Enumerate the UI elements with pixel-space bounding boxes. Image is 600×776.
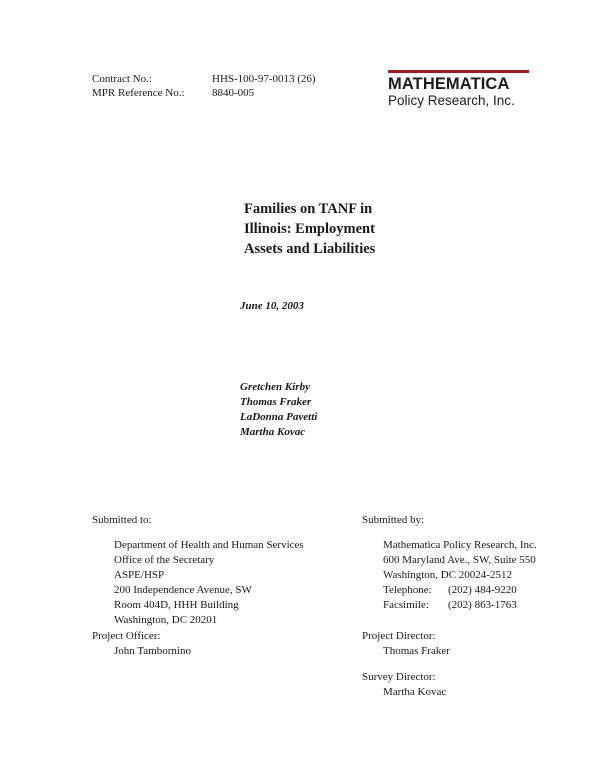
author-name: LaDonna Pavetti [240, 411, 318, 423]
address-line: Washington, DC 20024-2512 [383, 569, 512, 581]
address-line: ASPE/HSP [114, 569, 165, 581]
report-date: June 10, 2003 [240, 300, 304, 312]
project-officer-name: John Tambornino [114, 645, 191, 657]
project-director-name: Thomas Fraker [383, 645, 450, 657]
logo-brand-text: MATHEMATICA [388, 75, 510, 93]
address-line: Department of Health and Human Services [114, 539, 304, 551]
title-line-3: Assets and Liabilities [244, 241, 376, 257]
address-line: Mathematica Policy Research, Inc. [383, 539, 537, 551]
author-name: Gretchen Kirby [240, 381, 310, 393]
survey-director-name: Martha Kovac [383, 686, 447, 698]
logo-subtitle-text: Policy Research, Inc. [388, 93, 515, 108]
facsimile-number: (202) 863-1763 [448, 599, 517, 611]
contract-label: Contract No.: [92, 73, 152, 85]
project-director-label: Project Director: [362, 630, 436, 642]
submitted-to-label: Submitted to: [92, 514, 152, 526]
author-name: Thomas Fraker [240, 396, 312, 408]
title-line-1: Families on TANF in [244, 201, 373, 217]
survey-director-label: Survey Director: [362, 671, 436, 683]
address-line: 600 Maryland Ave., SW, Suite 550 [383, 554, 536, 566]
mpr-reference-number: 8840-005 [212, 87, 255, 99]
report-title [244, 199, 375, 259]
mathematica-logo [388, 70, 530, 109]
address-line: Room 404D, HHH Building [114, 599, 239, 611]
submitted-by-label: Submitted by: [362, 514, 425, 526]
facsimile-row [383, 598, 537, 613]
mpr-reference-label: MPR Reference No.: [92, 87, 185, 99]
title-line-2: Illinois: Employment [244, 221, 375, 237]
submitted-by-address [383, 538, 537, 613]
address-line: 200 Independence Avenue, SW [114, 584, 252, 596]
facsimile-label: Facsimile: [383, 599, 429, 611]
logo-accent-bar [388, 70, 529, 73]
author-list [240, 380, 317, 440]
project-officer-label: Project Officer: [92, 630, 161, 642]
author-name: Martha Kovac [240, 426, 306, 438]
telephone-row [383, 583, 537, 598]
address-line: Washington, DC 20201 [114, 614, 218, 626]
submitted-to-address [114, 538, 304, 628]
telephone-number: (202) 484-9220 [448, 584, 517, 596]
telephone-label: Telephone: [383, 584, 432, 596]
address-line: Office of the Secretary [114, 554, 215, 566]
contract-number: HHS-100-97-0013 (26) [212, 73, 316, 85]
